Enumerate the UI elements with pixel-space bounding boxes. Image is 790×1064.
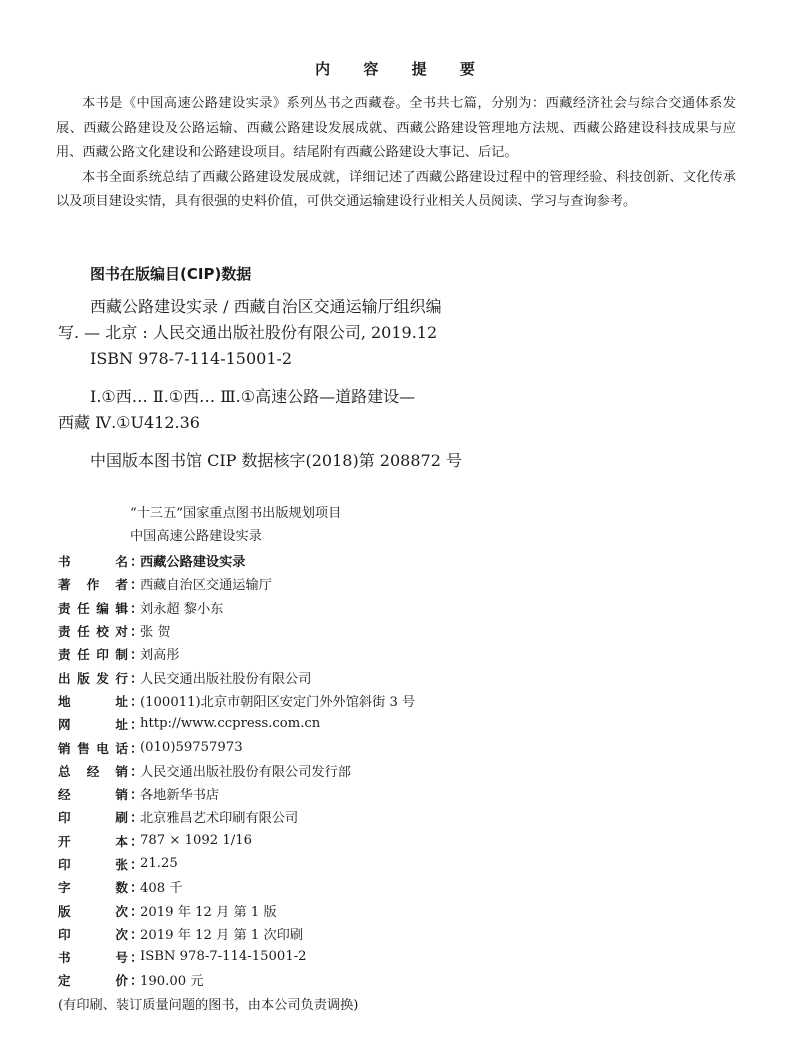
replacement-note: (有印刷、装订质量问题的图书，由本公司负责调换) xyxy=(58,997,359,1013)
imprint-label: 书 名 xyxy=(58,554,128,570)
imprint-value: 人民交通出版社股份有限公司发行部 xyxy=(140,764,351,780)
imprint-label: 地 址 xyxy=(58,693,128,709)
project-info xyxy=(130,502,341,548)
imprint-row xyxy=(58,829,415,852)
imprint-value: (100011)北京市朝阳区安定门外外馆斜街 3 号 xyxy=(140,694,416,710)
cip-title-line: 西藏公路建设实录 / 西藏自治区交通运输厅组织编 xyxy=(90,297,442,316)
imprint-row xyxy=(58,945,415,968)
imprint-value: 2019 年 12 月 第 1 次印刷 xyxy=(140,927,304,943)
imprint-colon: ： xyxy=(130,904,144,920)
imprint-row xyxy=(58,852,415,875)
imprint-value: 西藏自治区交通运输厅 xyxy=(140,578,272,594)
imprint-colon: ： xyxy=(130,578,144,594)
imprint-value: ISBN 978-7-114-15001-2 xyxy=(140,949,307,965)
imprint-label: 责 任 印 制 xyxy=(58,647,128,663)
imprint-row xyxy=(58,875,415,898)
imprint-value: 21.25 xyxy=(140,856,178,871)
imprint-label: 版 次 xyxy=(58,903,128,919)
imprint-row xyxy=(58,805,415,828)
imprint-label: 开 本 xyxy=(58,833,128,849)
imprint-value: (010)59757973 xyxy=(140,739,243,755)
imprint-label: 定 价 xyxy=(58,973,128,989)
summary-paragraph: 本书是《中国高速公路建设实录》系列丛书之西藏卷。全书共七篇，分别为：西藏经济社会与综合交通体系发展、西藏公路建设及公路运输、西藏公路建设发展成就、西藏公路建设管理地方法规、西藏公路建设科技成果与应用、西藏公路文化建设和公路建设项目。结尾附有西藏公路建设大事记、后记。 xyxy=(56,96,736,160)
imprint-row xyxy=(58,898,415,921)
imprint-value: 787 × 1092 1/16 xyxy=(140,832,252,848)
cip-record xyxy=(58,294,498,474)
imprint-colon: ： xyxy=(130,764,144,780)
summary-paragraph: 本书全面系统总结了西藏公路建设发展成就，详细记述了西藏公路建设过程中的管理经验、科技创新、文化传承以及项目建设实情，具有很强的史料价值，可供交通运输建设行业相关人员阅读、学习与查询参考。 xyxy=(56,169,736,209)
imprint-table xyxy=(58,549,415,1013)
imprint-colon: ： xyxy=(130,927,144,943)
imprint-label: 经 销 xyxy=(58,787,128,803)
imprint-colon: ： xyxy=(130,811,144,827)
cip-subject-line: Ⅰ.①西… Ⅱ.①西… Ⅲ.①高速公路—道路建设— xyxy=(90,387,416,406)
imprint-label: 责 任 校 对 xyxy=(58,624,128,640)
summary-section xyxy=(56,92,736,215)
imprint-colon: ： xyxy=(130,881,144,897)
imprint-colon: ： xyxy=(130,671,144,687)
series-line: 中国高速公路建设实录 xyxy=(130,529,262,544)
summary-title: 内 容 提 要 xyxy=(315,60,489,78)
imprint-value: http://www.ccpress.com.cn xyxy=(140,716,321,732)
imprint-row xyxy=(58,735,415,758)
imprint-row xyxy=(58,712,415,735)
imprint-colon: ： xyxy=(130,788,144,804)
imprint-value: 190.00 元 xyxy=(140,974,204,990)
cip-spacer xyxy=(58,436,498,448)
cip-heading: 图书在版编目(CIP)数据 xyxy=(90,265,252,283)
imprint-row xyxy=(58,642,415,665)
imprint-row xyxy=(58,549,415,572)
imprint-value: 刘永超 黎小东 xyxy=(140,601,224,617)
imprint-value: 408 千 xyxy=(140,881,183,897)
imprint-value: 北京雅昌艺术印刷有限公司 xyxy=(140,811,299,827)
imprint-value: 人民交通出版社股份有限公司 xyxy=(140,671,312,687)
imprint-row xyxy=(58,596,415,619)
imprint-label: 字 数 xyxy=(58,880,128,896)
imprint-colon: ： xyxy=(130,601,144,617)
imprint-colon: ： xyxy=(130,625,144,641)
imprint-colon: ： xyxy=(130,834,144,850)
imprint-label: 销 售 电 话 xyxy=(58,740,128,756)
cip-publisher-line: 写. — 北京 : 人民交通出版社股份有限公司, 2019.12 xyxy=(58,323,438,342)
cip-classification-line: 西藏 Ⅳ.①U412.36 xyxy=(58,413,200,432)
imprint-label: 出 版 发 行 xyxy=(58,670,128,686)
imprint-label: 印 张 xyxy=(58,857,128,872)
imprint-row xyxy=(58,759,415,782)
imprint-colon: ： xyxy=(130,974,144,990)
imprint-label: 印 次 xyxy=(58,926,128,942)
imprint-row xyxy=(58,689,415,712)
imprint-label: 总 经 销 xyxy=(58,763,128,779)
project-line: “十三五”国家重点图书出版规划项目 xyxy=(130,506,342,521)
imprint-colon: ： xyxy=(130,718,144,734)
cip-isbn-line: ISBN 978-7-114-15001-2 xyxy=(90,349,293,368)
imprint-value: 西藏公路建设实录 xyxy=(140,555,246,571)
imprint-colon: ： xyxy=(130,858,144,873)
imprint-label: 印 刷 xyxy=(58,810,128,826)
imprint-colon: ： xyxy=(130,694,144,710)
imprint-value: 各地新华书店 xyxy=(140,788,220,804)
imprint-row xyxy=(58,968,415,991)
imprint-colon: ： xyxy=(130,555,144,571)
imprint-row xyxy=(58,619,415,642)
imprint-colon: ： xyxy=(130,951,144,967)
imprint-row xyxy=(58,572,415,595)
imprint-value: 2019 年 12 月 第 1 版 xyxy=(140,904,277,920)
imprint-label: 著 作 者 xyxy=(58,577,128,593)
imprint-colon: ： xyxy=(130,648,144,664)
imprint-value: 刘高彤 xyxy=(140,648,180,664)
cip-spacer xyxy=(58,372,498,384)
imprint-label: 责 任 编 辑 xyxy=(58,600,128,616)
imprint-colon: ： xyxy=(130,741,144,757)
imprint-row xyxy=(58,782,415,805)
cip-number-line: 中国版本图书馆 CIP 数据核字(2018)第 208872 号 xyxy=(90,451,462,470)
imprint-label: 书 号 xyxy=(58,950,128,966)
imprint-value: 张 贺 xyxy=(140,625,171,641)
imprint-label: 网 址 xyxy=(58,717,128,733)
imprint-row xyxy=(58,922,415,945)
imprint-row xyxy=(58,665,415,688)
